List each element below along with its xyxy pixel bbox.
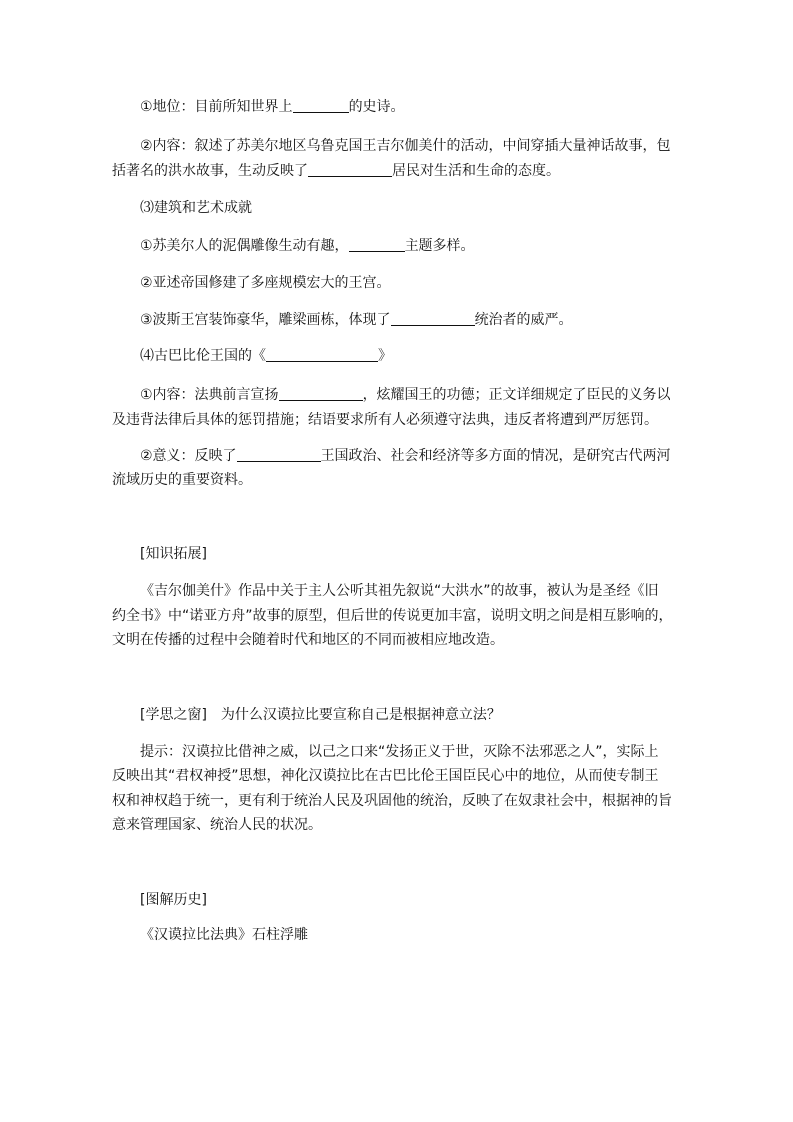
knowledge-line-2	[112, 607, 673, 625]
code-significance-line-2	[112, 471, 252, 489]
persia-palace-text: ③波斯王宫装饰豪华，雕梁画栋，体现了	[140, 312, 391, 328]
assyria-palace-line	[140, 274, 391, 292]
knowledge-text-1: 《吉尔伽美什》作品中关于主人公听其祖先叙说“大洪水”的故事，被认为是圣经《旧	[140, 583, 659, 599]
epic-content-line-1	[140, 137, 671, 155]
fill-blank	[308, 162, 392, 177]
code-heading-text-end: 》	[378, 348, 392, 364]
knowledge-text-3: 文明在传播的过程中会随着时代和地区的不同而被相应地改造。	[112, 632, 504, 648]
thinking-text-2: 反映出其“君权神授”思想，神化汉谟拉比在古巴比伦王国臣民心中的地位，从而使专制王	[112, 768, 659, 784]
sumer-statue-text-end: 主题多样。	[404, 238, 475, 254]
illustrated-heading	[140, 891, 207, 909]
thinking-heading	[140, 706, 501, 724]
code-content-line-1	[140, 386, 671, 404]
epic-content-text-3: 居民对生活和生命的态度。	[392, 163, 560, 179]
knowledge-line-1	[140, 582, 659, 600]
knowledge-heading	[140, 545, 207, 563]
fill-blank	[293, 98, 349, 113]
epic-content-text: ②内容：叙述了苏美尔地区乌鲁克国王吉尔伽美什的活动，中间穿插大量神话故事，包	[140, 138, 671, 154]
code-significance-line-1	[140, 447, 671, 465]
fill-blank	[279, 386, 363, 401]
code-significance-text: ②意义：反映了	[140, 448, 237, 464]
knowledge-line-3	[112, 631, 504, 649]
code-content-text-2: ，炫耀国王的功德；正文详细规定了臣民的义务以	[362, 387, 671, 403]
illustrated-caption	[140, 926, 308, 944]
persia-palace-text-end: 统治者的威严。	[474, 312, 573, 328]
epic-content-line-2	[112, 162, 560, 180]
thinking-text-3: 权和神权趋于统一，更有利于统治人民及巩固他的统治，反映了在奴隶社会中，根据神的旨	[112, 793, 672, 809]
knowledge-text-2: 约全书》中“诺亚方舟”故事的原型，但后世的传说更加丰富，说明文明之间是相互影响的，	[112, 608, 673, 624]
knowledge-heading-text: [知识拓展]	[140, 546, 207, 562]
code-heading	[140, 347, 392, 365]
fill-blank	[391, 311, 475, 326]
persia-palace-line	[140, 311, 573, 329]
epic-status-text-end: 的史诗。	[348, 99, 405, 115]
code-heading-text: ⑷古巴比伦王国的《	[140, 348, 266, 364]
architecture-heading	[140, 199, 252, 217]
thinking-line-1	[140, 743, 659, 761]
illustrated-heading-text: [图解历史]	[140, 892, 207, 908]
epic-content-text-2: 括著名的洪水故事，生动反映了	[112, 163, 308, 179]
thinking-heading-text: [学思之窗] 为什么汉谟拉比要宣称自己是根据神意立法？	[140, 707, 501, 723]
thinking-text-1: 提示：汉谟拉比借神之威，以己之口来“发扬正义于世，灭除不法邪恶之人”，实际上	[140, 744, 659, 760]
code-significance-text-2: 王国政治、社会和经济等多方面的情况，是研究古代两河	[320, 448, 671, 464]
code-content-line-2	[112, 411, 658, 429]
thinking-line-3	[112, 792, 672, 810]
sumer-statue-line	[140, 237, 475, 255]
code-significance-text-3: 流域历史的重要资料。	[112, 472, 252, 488]
architecture-heading-text: ⑶建筑和艺术成就	[140, 200, 252, 216]
epic-status-line	[140, 98, 405, 116]
illustrated-caption-text: 《汉谟拉比法典》石柱浮雕	[140, 927, 308, 943]
fill-blank	[349, 237, 405, 252]
thinking-line-2	[112, 767, 659, 785]
code-content-text-3: 及违背法律后具体的惩罚措施；结语要求所有人必须遵守法典，违反者将遭到严厉惩罚。	[112, 412, 658, 428]
epic-status-text: ①地位：目前所知世界上	[140, 99, 293, 115]
code-content-text: ①内容：法典前言宣扬	[140, 387, 279, 403]
thinking-text-4: 意来管理国家、统治人民的状况。	[112, 817, 322, 833]
sumer-statue-text: ①苏美尔人的泥偶雕像生动有趣，	[140, 238, 349, 254]
thinking-line-4	[112, 816, 322, 834]
assyria-palace-text: ②亚述帝国修建了多座规模宏大的王宫。	[140, 275, 391, 291]
fill-blank	[266, 347, 378, 362]
fill-blank	[237, 447, 321, 462]
